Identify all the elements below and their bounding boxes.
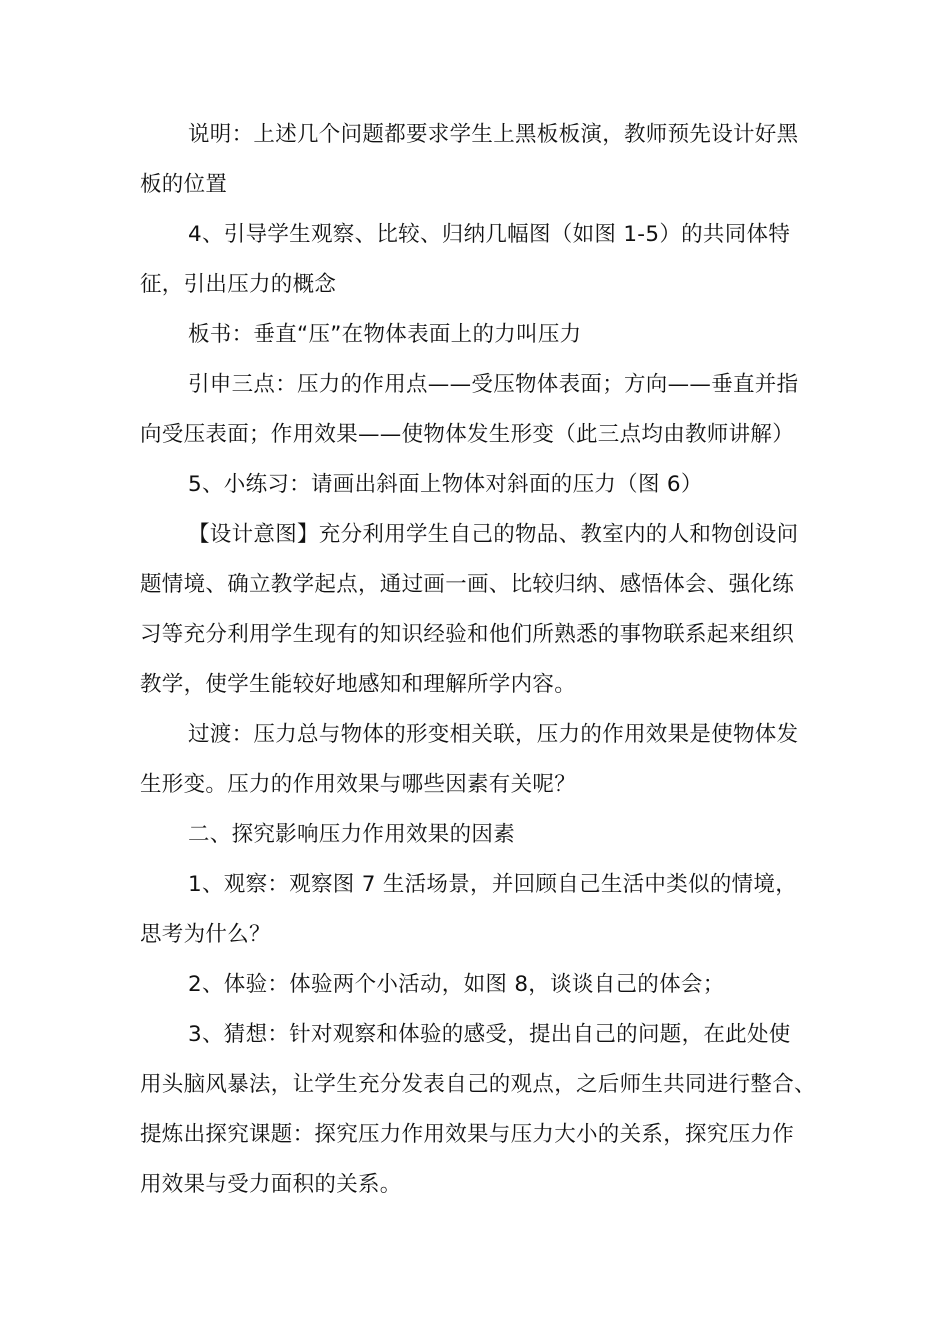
text-line: 板的位置	[140, 172, 228, 197]
document-page	[140, 110, 830, 1210]
text-line: 提炼出探究课题：探究压力作用效果与压力大小的关系，探究压力作	[140, 1122, 795, 1147]
text-line: 引申三点：压力的作用点——受压物体表面；方向——垂直并指	[188, 372, 799, 397]
paragraph-step-5	[140, 460, 830, 510]
text-line: 征，引出压力的概念	[140, 272, 337, 297]
paragraph-guess	[140, 1010, 830, 1210]
text-line: 3、猜想：针对观察和体验的感受，提出自己的问题，在此处使	[188, 1022, 791, 1047]
text-line: 说明：上述几个问题都要求学生上黑板板演，教师预先设计好黑	[188, 122, 799, 147]
text-line: 题情境、确立教学起点，通过画一画、比较归纳、感悟体会、强化练	[140, 572, 795, 597]
paragraph-explanation	[140, 110, 830, 210]
text-line: 思考为什么？	[140, 922, 271, 947]
text-line: 用头脑风暴法，让学生充分发表自己的观点，之后师生共同进行整合、	[140, 1072, 816, 1097]
text-line: 5、小练习：请画出斜面上物体对斜面的压力（图 6）	[188, 472, 703, 497]
text-line: 教学，使学生能较好地感知和理解所学内容。	[140, 672, 577, 697]
paragraph-three-points	[140, 360, 830, 460]
paragraph-observe	[140, 860, 830, 960]
text-line: 用效果与受力面积的关系。	[140, 1172, 402, 1197]
text-line: 过渡：压力总与物体的形变相关联，压力的作用效果是使物体发	[188, 722, 799, 747]
text-line: 生形变。压力的作用效果与哪些因素有关呢？	[140, 772, 577, 797]
text-line: 向受压表面；作用效果——使物体发生形变（此三点均由教师讲解）	[140, 422, 795, 447]
paragraph-transition	[140, 710, 830, 810]
section-heading-2	[140, 810, 830, 860]
text-line: 2、体验：体验两个小活动，如图 8，谈谈自己的体会；	[188, 972, 725, 997]
text-line: 【设计意图】充分利用学生自己的物品、教室内的人和物创设问	[188, 522, 799, 547]
paragraph-step-4	[140, 210, 830, 310]
text-line: 二、探究影响压力作用效果的因素	[188, 822, 516, 847]
paragraph-board-writing	[140, 310, 830, 360]
paragraph-design-intent	[140, 510, 830, 710]
text-line: 板书：垂直“压”在物体表面上的力叫压力	[188, 322, 582, 347]
paragraph-experience	[140, 960, 830, 1010]
text-line: 4、引导学生观察、比较、归纳几幅图（如图 1-5）的共同体特	[188, 222, 791, 247]
text-line: 1、观察：观察图 7 生活场景，并回顾自己生活中类似的情境，	[188, 872, 798, 897]
text-line: 习等充分利用学生现有的知识经验和他们所熟悉的事物联系起来组织	[140, 622, 795, 647]
